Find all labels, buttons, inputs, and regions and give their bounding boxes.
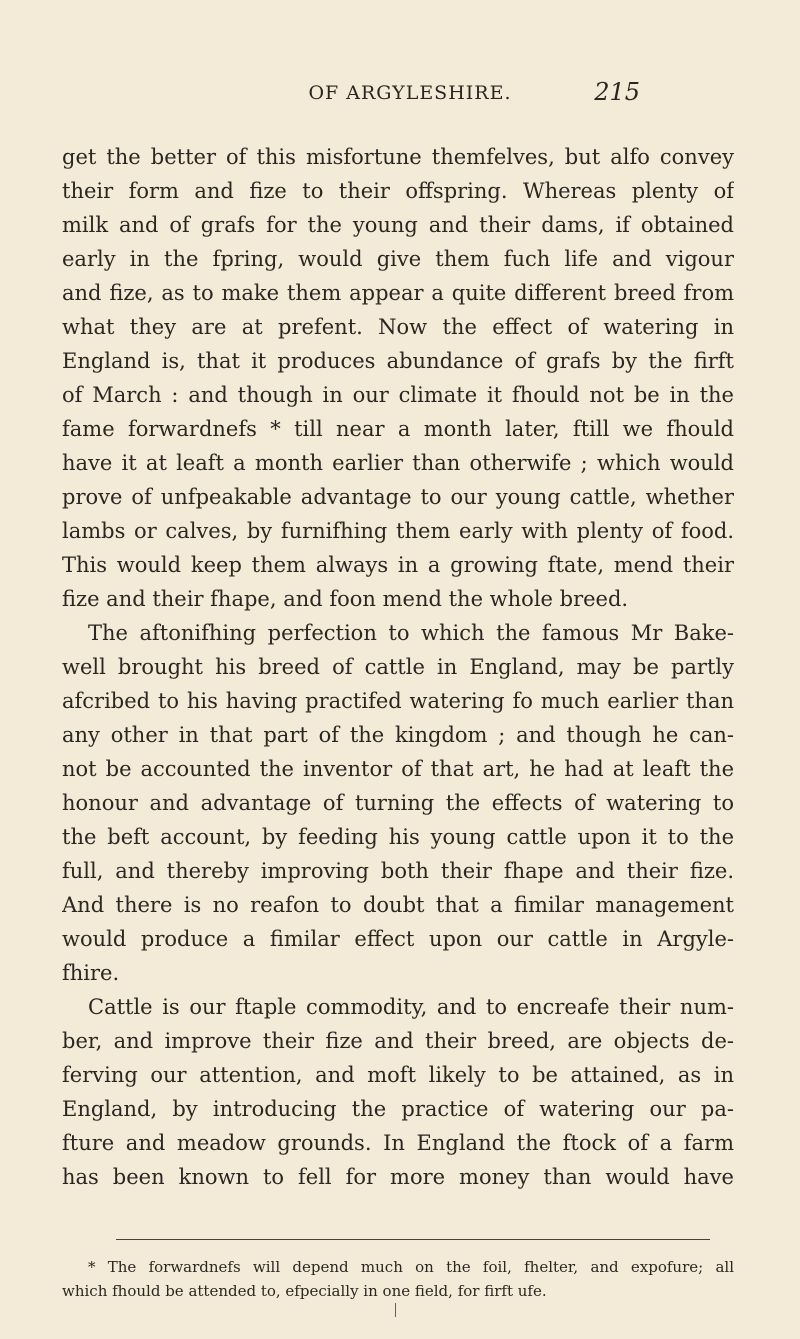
text-line: This would keep them always in a growing ftate, mend their	[62, 553, 734, 577]
running-head: OF ARGYLESHIRE.	[308, 82, 512, 104]
footnote-line: * The forwardnefs will depend much on the foil, fhelter, and expofure; all	[88, 1258, 734, 1276]
body-text	[62, 140, 734, 1194]
text-line: has been known to fell for more money than would have	[62, 1165, 734, 1189]
text-line: milk and of grafs for the young and their dams, if obtained	[62, 213, 734, 237]
text-line: early in the fpring, would give them fuch life and vigour	[62, 247, 734, 271]
printer-mark	[395, 1303, 396, 1317]
text-line: ferving our attention, and moft likely to be attained, as in	[62, 1063, 734, 1087]
page-header	[210, 78, 640, 112]
text-line: have it at leaft a month earlier than otherwife ; which would	[62, 451, 734, 475]
text-line: afcribed to his having practifed watering fo much earlier than	[62, 689, 734, 713]
text-line: The aftonifhing perfection to which the famous Mr Bake-	[88, 621, 734, 645]
text-line: not be accounted the inventor of that art, he had at leaft the	[62, 757, 734, 781]
text-line: and fize, as to make them appear a quite different breed from	[62, 281, 734, 305]
text-line: what they are at prefent. Now the effect of watering in	[62, 315, 734, 339]
text-line: well brought his breed of cattle in England, may be partly	[62, 655, 734, 679]
text-line: any other in that part of the kingdom ; and though he can-	[62, 723, 734, 747]
footnote	[62, 1255, 734, 1303]
text-line: fame forwardnefs * till near a month later, ftill we fhould	[62, 417, 734, 441]
text-line: ber, and improve their fize and their breed, are objects de-	[62, 1029, 734, 1053]
text-line: full, and thereby improving both their fhape and their fize.	[62, 859, 734, 883]
page-number: 215	[594, 78, 640, 106]
text-line: England, by introducing the practice of watering our pa-	[62, 1097, 734, 1121]
text-line: prove of unfpeakable advantage to our young cattle, whether	[62, 485, 734, 509]
text-line: fize and their fhape, and foon mend the whole breed.	[62, 587, 629, 611]
text-line: their form and fize to their offspring. Whereas plenty of	[62, 179, 734, 203]
text-line: of March : and though in our climate it fhould not be in the	[62, 383, 734, 407]
footnote-line: which fhould be attended to, efpecially in one field, for firft ufe.	[62, 1282, 547, 1300]
text-line: England is, that it produces abundance of grafs by the firft	[62, 349, 734, 373]
text-line: get the better of this misfortune themfelves, but alfo convey	[62, 145, 734, 169]
text-line: the beft account, by feeding his young cattle upon it to the	[62, 825, 734, 849]
footnote-divider	[116, 1239, 710, 1240]
text-line: fture and meadow grounds. In England the ftock of a farm	[62, 1131, 734, 1155]
text-line: Cattle is our ftaple commodity, and to encreafe their num-	[88, 995, 734, 1019]
text-line: lambs or calves, by furnifhing them early with plenty of food.	[62, 519, 734, 543]
text-line: honour and advantage of turning the effects of watering to	[62, 791, 734, 815]
text-line: And there is no reafon to doubt that a fimilar management	[62, 893, 734, 917]
text-line: fhire.	[62, 961, 120, 985]
text-line: would produce a fimilar effect upon our cattle in Argyle-	[62, 927, 734, 951]
